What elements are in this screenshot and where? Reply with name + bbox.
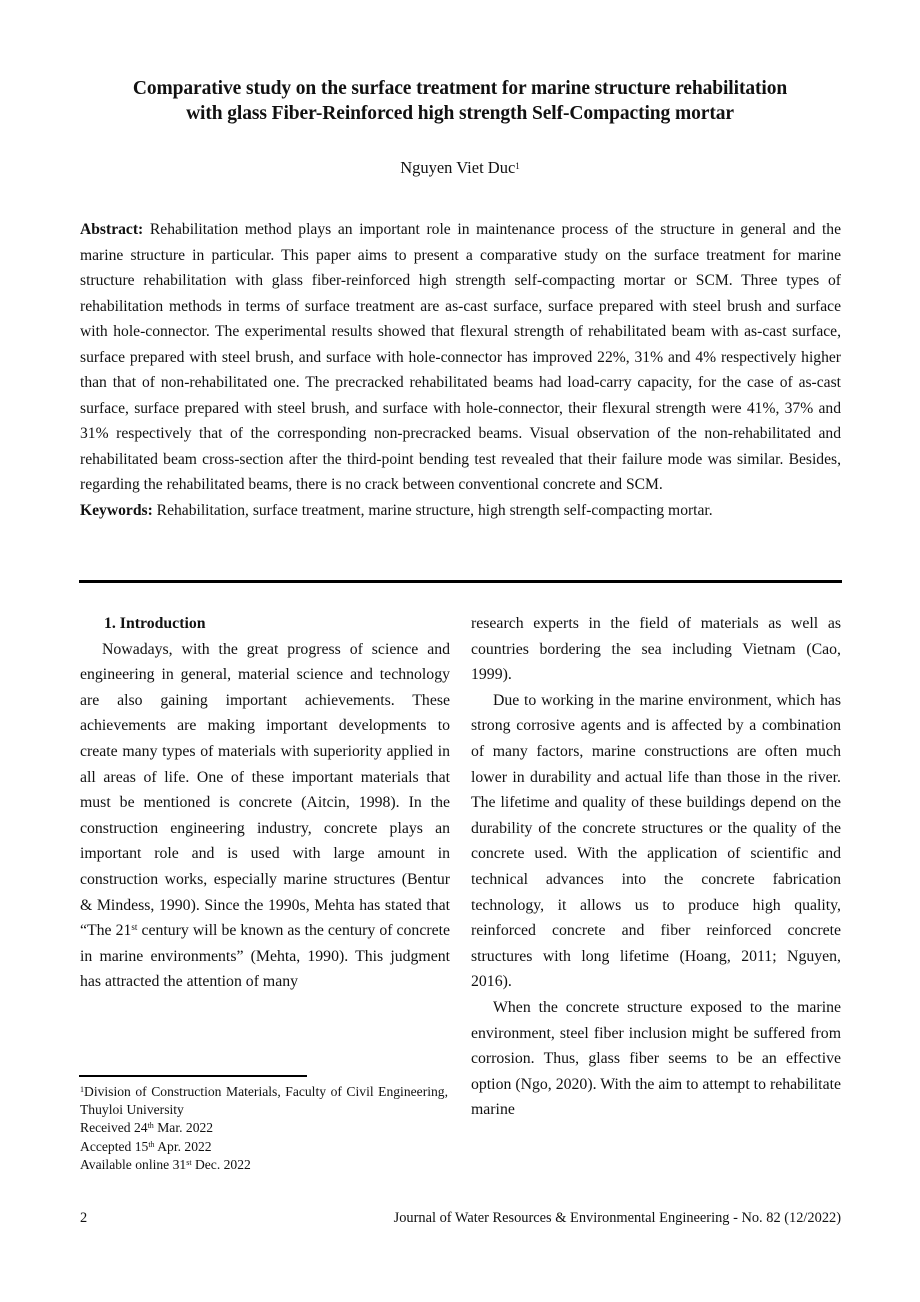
author-name: Nguyen Viet Duc xyxy=(400,158,516,177)
keywords-paragraph xyxy=(80,498,841,524)
title-line-1: Comparative study on the surface treatment for marine structure rehabilitation xyxy=(132,78,788,99)
footnote-affiliation xyxy=(80,1083,448,1119)
paper-title xyxy=(60,76,860,126)
keywords-text: Rehabilitation, surface treatment, marine structure, high strength self-compacting mortar. xyxy=(156,501,713,519)
page-number: 2 xyxy=(80,1210,88,1226)
footnote-available-online xyxy=(80,1156,448,1174)
received-text: Received 24 xyxy=(80,1120,148,1136)
received-suffix: Mar. 2022 xyxy=(153,1120,214,1136)
footnote-divider xyxy=(79,1075,307,1077)
footnote-mark: 1 xyxy=(80,1085,84,1094)
online-sup: st xyxy=(186,1157,192,1167)
abstract-label: Abstract: xyxy=(80,221,144,238)
abstract-paragraph xyxy=(80,217,841,498)
abstract-text: Rehabilitation method plays an important role in maintenance process of the structure in general and the marine structure in particular. This paper aims to present a comparative study on the surface treatment for marine structure rehabilitation with glass fiber-reinforced high strength self-compacting mortar or SCM. Three types of rehabilitation methods in terms of surface treatment are as-cast surface, surface prepared with steel brush and surface with hole-connector. The experimental results showed that flexural strength of rehabilitated beam with as-cast surface, surface prepared with steel brush, and surface with hole-connector has improved 22%, 31% and 4% respectively higher than that of non-rehabilitated one. The precracked rehabilitated beams had load-carry capacity, for the case of as-cast surface, surface prepared with steel brush, and surface with hole-connector, their flexural strength were 41%, 37% and 31% respectively that of the corresponding non-precracked beams. Visual observation of the non-rehabilitated and rehabilitated beam cross-section after the third-point bending test revealed that their failure mode was similar. Besides, regarding the rehabilitated beams, there is no crack between conventional concrete and SCM. xyxy=(80,221,842,493)
ordinal-superscript: st xyxy=(131,922,138,933)
intro-paragraph-1-continued: research experts in the field of materials as well as countries bordering the sea including Vietnam (Cao, 1999). xyxy=(471,615,841,684)
received-sup: th xyxy=(147,1121,154,1131)
accepted-suffix: Apr. 2022 xyxy=(154,1138,212,1154)
journal-name: Journal of Water Resources & Environmental Engineering - No. 82 (12/2022) xyxy=(393,1210,841,1226)
intro-p1-text-a: Nowadays, with the great progress of science and engineering in general, material science and technology are also gaining important achievements. These achievements are making important developments to create many types of materials with superiority applied in all areas of life. One of these important materials that must be mentioned is concrete (Aitcin, 1998). In the construction engineering industry, concrete plays an important role and is used with large amount in construction works, especially marine structures (Bentur & Mindess, 1990). Since the 1990s, Mehta has stated that “The 21 xyxy=(80,640,450,940)
abstract-divider xyxy=(79,580,842,583)
footnote-received xyxy=(80,1119,448,1137)
footnote-accepted xyxy=(80,1138,448,1156)
title-line-2: with glass Fiber-Reinforced high strength Self-Compacting mortar xyxy=(186,103,734,124)
keywords-label: Keywords: xyxy=(80,501,153,519)
author-affiliation-mark: 1 xyxy=(515,161,520,171)
right-column xyxy=(471,611,841,1123)
abstract-block xyxy=(80,217,841,523)
intro-p1-text-b: century will be known as the century of concrete in marine environments” (Mehta, 1990). This judgment has attracted the attention of many xyxy=(80,922,450,991)
author-line xyxy=(60,157,860,179)
online-suffix: Dec. 2022 xyxy=(191,1156,251,1172)
intro-paragraph-2: Due to working in the marine environment, which has strong corrosive agents and is affected by a combination of many factors, marine constructions are often much lower in durability and actual life than those in the river. The lifetime and quality of these buildings depend on the durability of the concrete structures or the quality of the concrete used. With the application of scientific and technical advances into the concrete fabrication technology, it allows us to produce high quality, reinforced concrete and fiber reinforced concrete structures with long lifetime (Hoang, 2011; Nguyen, 2016). xyxy=(471,691,841,991)
accepted-sup: th xyxy=(148,1139,155,1149)
footnote-affiliation-text: Division of Construction Materials, Faculty of Civil Engineering, Thuyloi University xyxy=(80,1084,448,1118)
accepted-text: Accepted 15 xyxy=(80,1138,149,1154)
left-column xyxy=(80,611,450,995)
footnotes-block xyxy=(80,1083,448,1174)
section-heading-introduction: 1. Introduction xyxy=(104,615,206,632)
intro-paragraph-3: When the concrete structure exposed to the marine environment, steel fiber inclusion might be suffered from corrosion. Thus, glass fiber seems to be an effective option (Ngo, 2020). With the aim to attempt to rehabilitate marine xyxy=(471,998,841,1119)
online-text: Available online 31 xyxy=(80,1156,187,1172)
intro-paragraph-1 xyxy=(80,637,450,995)
